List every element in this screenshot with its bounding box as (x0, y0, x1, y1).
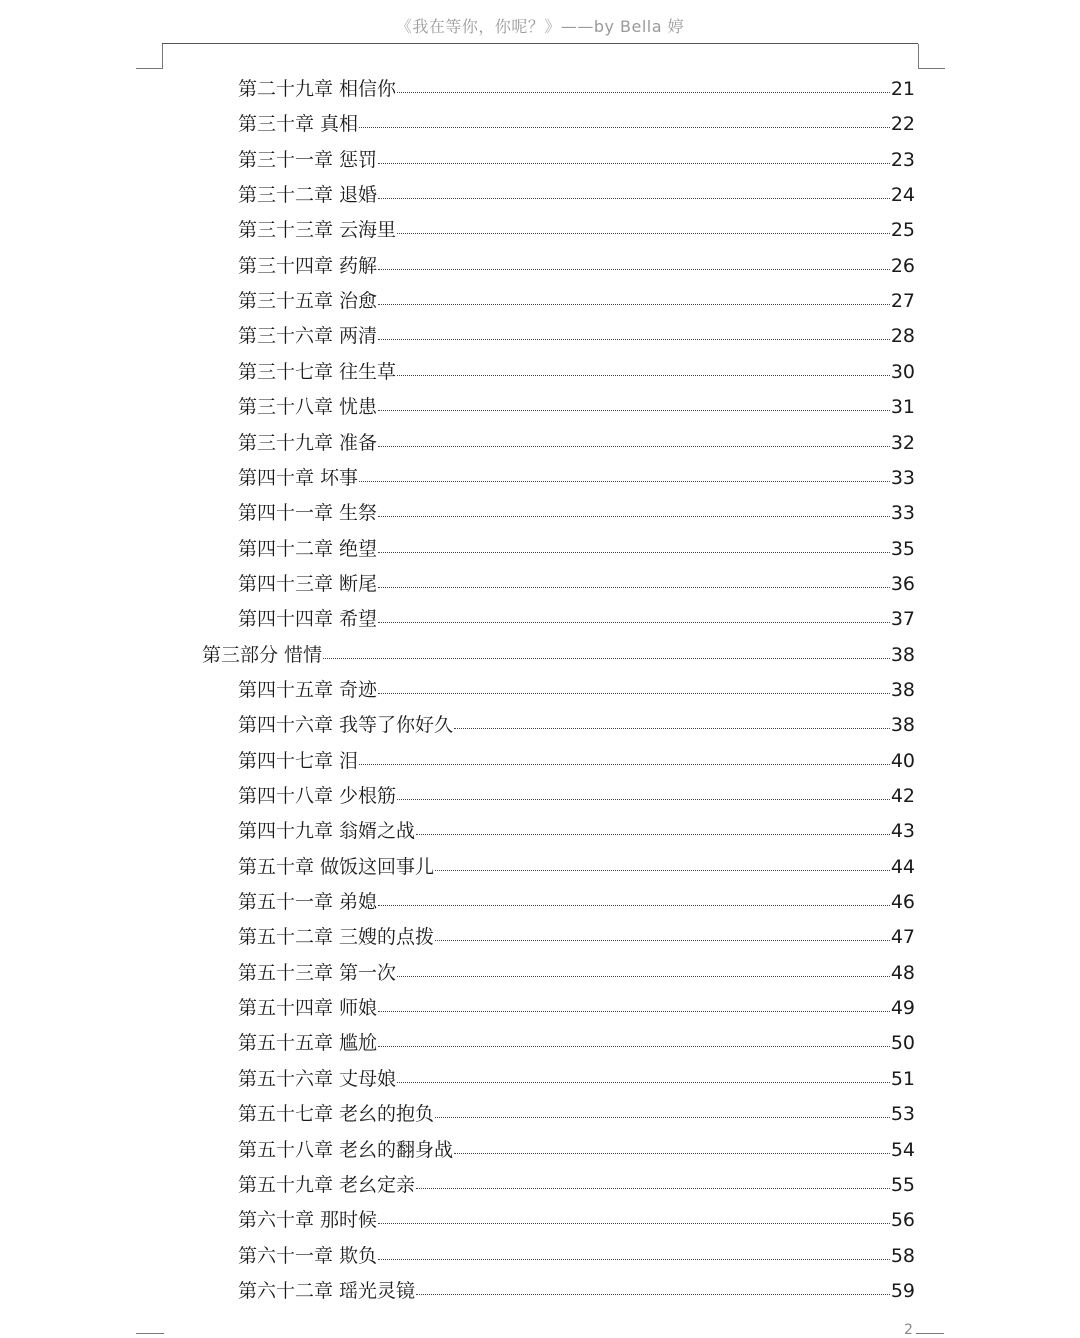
toc-entry-title: 第四十三章 断尾 (238, 573, 378, 595)
toc-dot-leader (454, 1153, 890, 1154)
toc-entry-title: 第六十章 那时候 (238, 1209, 378, 1231)
header-rule (162, 43, 918, 44)
toc-entry-page: 38 (890, 644, 915, 666)
toc-entry-page: 53 (890, 1103, 915, 1125)
toc-entry-page: 33 (890, 502, 915, 524)
toc-entry-page: 50 (890, 1032, 915, 1054)
toc-entry-title: 第五十四章 师娘 (238, 997, 378, 1019)
toc-entry[interactable] (238, 599, 915, 634)
toc-entry-page: 47 (890, 926, 915, 948)
toc-entry[interactable] (238, 529, 915, 564)
toc-entry[interactable] (238, 776, 915, 811)
toc-entry[interactable] (238, 458, 915, 493)
corner-mark-bottom-left (136, 1333, 164, 1334)
toc-entry-page: 35 (890, 538, 915, 560)
toc-entry[interactable] (238, 741, 915, 776)
toc-entry-title: 第五十二章 三嫂的点拨 (238, 926, 435, 948)
toc-dot-leader (378, 446, 890, 447)
toc-entry-page: 58 (890, 1245, 915, 1267)
toc-part-entry[interactable] (202, 635, 915, 670)
toc-entry-title: 第六十二章 瑶光灵镜 (238, 1280, 416, 1302)
toc-dot-leader (397, 1082, 890, 1083)
toc-dot-leader (378, 622, 890, 623)
toc-entry-page: 54 (890, 1139, 915, 1161)
toc-entry-page: 31 (890, 396, 915, 418)
toc-entry[interactable] (238, 1200, 915, 1235)
toc-entry-title: 第五十三章 第一次 (238, 962, 397, 984)
toc-entry-title: 第三十四章 药解 (238, 255, 378, 277)
toc-entry-page: 44 (890, 856, 915, 878)
toc-dot-leader (397, 976, 890, 977)
toc-entry-page: 48 (890, 962, 915, 984)
toc-dot-leader (378, 1011, 890, 1012)
toc-entry-page: 25 (890, 219, 915, 241)
toc-entry-title: 第五十六章 丈母娘 (238, 1068, 397, 1090)
toc-entry-title: 第五十八章 老幺的翻身战 (238, 1139, 454, 1161)
toc-entry-page: 59 (890, 1280, 915, 1302)
toc-entry-title: 第四十七章 泪 (238, 750, 359, 772)
toc-dot-leader (378, 552, 890, 553)
toc-entry-page: 56 (890, 1209, 915, 1231)
toc-entry[interactable] (238, 1023, 915, 1058)
toc-entry-page: 26 (890, 255, 915, 277)
toc-dot-leader (397, 375, 890, 376)
toc-dot-leader (378, 339, 890, 340)
toc-dot-leader (359, 127, 890, 128)
toc-entry-title: 第六十一章 欺负 (238, 1245, 378, 1267)
toc-entry[interactable] (238, 69, 915, 104)
toc-dot-leader (378, 1046, 890, 1047)
toc-entry[interactable] (238, 882, 915, 917)
toc-entry[interactable] (238, 1130, 915, 1165)
toc-entry-page: 40 (890, 750, 915, 772)
toc-dot-leader (378, 1259, 890, 1260)
toc-entry-page: 33 (890, 467, 915, 489)
toc-entry-title: 第五十七章 老幺的抱负 (238, 1103, 435, 1125)
toc-dot-leader (397, 233, 890, 234)
toc-dot-leader (378, 1223, 890, 1224)
toc-dot-leader (359, 764, 890, 765)
toc-entry[interactable] (238, 670, 915, 705)
toc-dot-leader (397, 799, 890, 800)
toc-entry[interactable] (238, 705, 915, 740)
toc-entry-title: 第二十九章 相信你 (238, 78, 397, 100)
corner-mark-bottom-right (916, 1333, 944, 1334)
toc-entry[interactable] (238, 104, 915, 139)
toc-entry[interactable] (238, 387, 915, 422)
toc-entry-page: 22 (890, 113, 915, 135)
toc-entry[interactable] (238, 1165, 915, 1200)
corner-mark-top-right (918, 44, 945, 69)
toc-dot-leader (416, 1294, 890, 1295)
toc-entry-title: 第三十章 真相 (238, 113, 359, 135)
toc-entry-page: 21 (890, 78, 915, 100)
toc-entry-title: 第四十章 坏事 (238, 467, 359, 489)
toc-entry-title: 第四十二章 绝望 (238, 538, 378, 560)
page-number: 2 (904, 1322, 913, 1338)
toc-entry-title: 第三十二章 退婚 (238, 184, 378, 206)
toc-entry-title: 第三十八章 忧患 (238, 396, 378, 418)
toc-dot-leader (397, 92, 890, 93)
toc-entry-page: 49 (890, 997, 915, 1019)
toc-entry[interactable] (238, 423, 915, 458)
toc-entry[interactable] (238, 917, 915, 952)
toc-entry-title: 第三十九章 准备 (238, 432, 378, 454)
toc-entry[interactable] (238, 1059, 915, 1094)
toc-entry-page: 30 (890, 361, 915, 383)
toc-dot-leader (416, 834, 890, 835)
toc-entry[interactable] (238, 564, 915, 599)
toc-dot-leader (378, 198, 890, 199)
toc-entry[interactable] (238, 281, 915, 316)
toc-entry[interactable] (238, 988, 915, 1023)
toc-entry-page: 51 (890, 1068, 915, 1090)
toc-entry-title: 第四十五章 奇迹 (238, 679, 378, 701)
toc-entry-title: 第四十四章 希望 (238, 608, 378, 630)
toc-dot-leader (323, 658, 890, 659)
toc-entry-page: 28 (890, 325, 915, 347)
toc-entry-page: 37 (890, 608, 915, 630)
toc-entry-page: 55 (890, 1174, 915, 1196)
toc-entry[interactable] (238, 953, 915, 988)
toc-dot-leader (378, 269, 890, 270)
toc-entry-title: 第三十一章 惩罚 (238, 149, 378, 171)
toc-dot-leader (378, 516, 890, 517)
toc-entry-title: 第四十八章 少根筋 (238, 785, 397, 807)
toc-entry-title: 第三十五章 治愈 (238, 290, 378, 312)
toc-entry-title: 第三部分 惜情 (202, 644, 323, 666)
toc-entry-page: 42 (890, 785, 915, 807)
toc-entry[interactable] (238, 175, 915, 210)
toc-entry-page: 43 (890, 820, 915, 842)
toc-entry[interactable] (238, 847, 915, 882)
toc-dot-leader (454, 728, 890, 729)
toc-entry[interactable] (238, 316, 915, 351)
toc-entry[interactable] (238, 210, 915, 245)
toc-entry[interactable] (238, 1094, 915, 1129)
toc-entry-title: 第三十七章 往生草 (238, 361, 397, 383)
toc-dot-leader (378, 693, 890, 694)
toc-entry-title: 第四十一章 生祭 (238, 502, 378, 524)
toc-entry-title: 第五十五章 尴尬 (238, 1032, 378, 1054)
toc-entry-page: 36 (890, 573, 915, 595)
toc-dot-leader (416, 1188, 890, 1189)
toc-dot-leader (378, 410, 890, 411)
toc-entry[interactable] (238, 246, 915, 281)
toc-entry-title: 第三十三章 云海里 (238, 219, 397, 241)
corner-mark-top-left (136, 44, 163, 69)
toc-entry[interactable] (238, 493, 915, 528)
toc-entry[interactable] (238, 140, 915, 175)
toc-entry-page: 32 (890, 432, 915, 454)
toc-entry-title: 第四十六章 我等了你好久 (238, 714, 454, 736)
toc-entry-title: 第四十九章 翁婿之战 (238, 820, 416, 842)
toc-entry-page: 38 (890, 714, 915, 736)
toc-entry-page: 23 (890, 149, 915, 171)
toc-entry[interactable] (238, 811, 915, 846)
toc-entry-page: 24 (890, 184, 915, 206)
toc-dot-leader (378, 163, 890, 164)
toc-entry-title: 第三十六章 两清 (238, 325, 378, 347)
toc-entry-page: 38 (890, 679, 915, 701)
toc-entry-title: 第五十一章 弟媳 (238, 891, 378, 913)
toc-entry[interactable] (238, 352, 915, 387)
toc-entry-page: 46 (890, 891, 915, 913)
toc-dot-leader (359, 481, 890, 482)
toc-entry-title: 第五十章 做饭这回事儿 (238, 856, 435, 878)
toc-entry[interactable] (238, 1271, 915, 1306)
toc-dot-leader (435, 870, 890, 871)
toc-dot-leader (378, 304, 890, 305)
toc-entry[interactable] (238, 1236, 915, 1271)
running-header: 《我在等你，你呢？》——by Bella 婷 (395, 17, 685, 36)
toc-entry-title: 第五十九章 老幺定亲 (238, 1174, 416, 1196)
toc-dot-leader (378, 587, 890, 588)
toc-entry-page: 27 (890, 290, 915, 312)
toc-dot-leader (435, 1117, 890, 1118)
toc-dot-leader (435, 940, 890, 941)
toc-dot-leader (378, 905, 890, 906)
